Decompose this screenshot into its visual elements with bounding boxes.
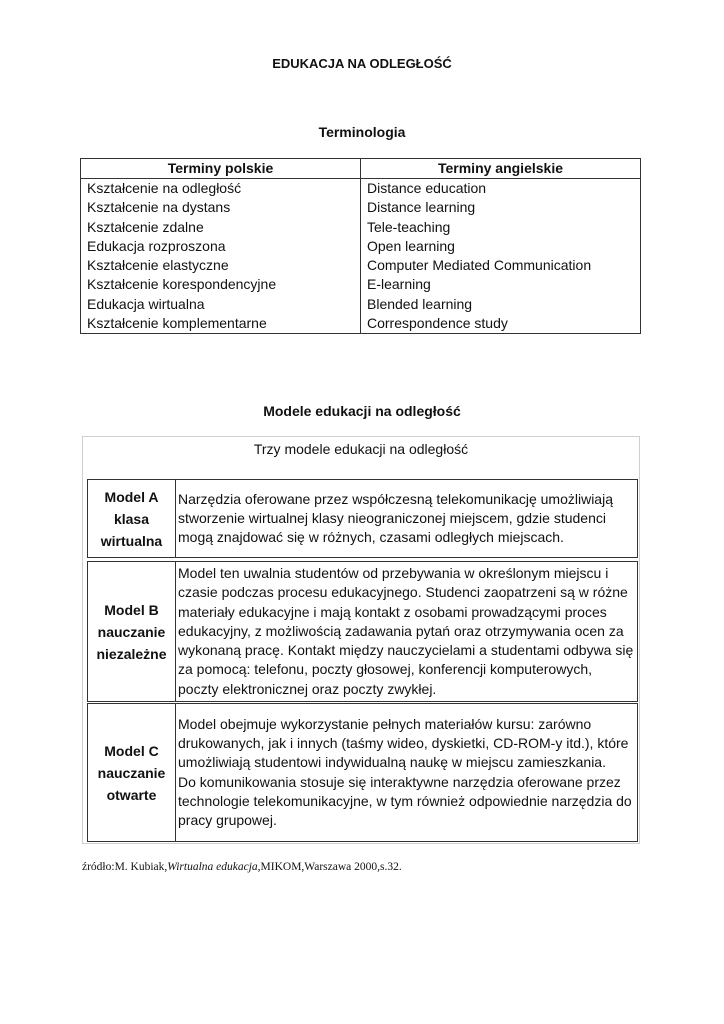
english-term: Distance learning xyxy=(361,198,641,217)
polish-term: Edukacja wirtualna xyxy=(81,295,361,314)
model-label-line: Model C xyxy=(104,742,159,759)
section-heading-models: Modele edukacji na odległość xyxy=(263,403,461,419)
column-header-english: Terminy angielskie xyxy=(361,159,641,179)
model-label-line: klasa xyxy=(113,510,150,527)
table-row xyxy=(81,198,641,217)
polish-term: Kształcenie korespondencyjne xyxy=(81,275,361,294)
model-description-text: Do komunikowania stosuje się interaktywne narzędzia oferowane przez technologie telekomunikacyjne, w tym również odpowiednie narzędzia do pracy grupowej. xyxy=(178,773,632,828)
english-term: Correspondence study xyxy=(361,314,641,334)
model-a-label xyxy=(87,479,176,558)
source-suffix: ,MIKOM,Warszawa 2000,s.32. xyxy=(257,861,402,873)
english-term: Open learning xyxy=(361,237,641,256)
terminology-table xyxy=(80,158,641,334)
model-description-text: Model obejmuje wykorzystanie pełnych materiałów kursu: zarówno drukowanych, jak i innych (taśmy wideo, dyskietki, CD-ROM-y itd.), które umożliwiają studentowi indywidualną naukę w miejscu zamieszkania. xyxy=(178,715,629,771)
models-table xyxy=(82,436,640,844)
polish-term: Kształcenie na odległość xyxy=(81,179,361,199)
polish-term: Kształcenie zdalne xyxy=(81,218,361,237)
model-description-text: Model ten uwalnia studentów od przebywania w określonym miejscu i czasie podczas procesu edukacyjnego. Studenci zaopatrzeni są w różne materiały edukacyjne i mają kontakt z osobami prowadzącymi proces edukacyjny, z możliwością zadawania pytań oraz otrzymywania ocen za wykonaną pracę. Kontakt między nauczycielami a studentami odbywa się za pomocą: telefonu, poczty głosowej, konferencji komputerowych, poczty elektronicznej oraz poczty zwykłej. xyxy=(178,565,634,697)
table-row xyxy=(81,275,641,294)
polish-term: Kształcenie na dystans xyxy=(81,198,361,217)
table-row xyxy=(81,218,641,237)
table-row xyxy=(81,295,641,314)
model-label-line: nauczanie xyxy=(97,623,166,640)
source-citation xyxy=(82,861,402,873)
models-table-caption: Trzy modele edukacji na odległość xyxy=(253,441,469,457)
model-label-line: wirtualna xyxy=(100,532,163,549)
english-term: Tele-teaching xyxy=(361,218,641,237)
document-title: EDUKACJA NA ODLEGŁOŚĆ xyxy=(272,56,452,71)
model-b-label xyxy=(87,561,176,702)
model-a-description xyxy=(176,479,638,558)
model-label-line: Model B xyxy=(104,601,159,618)
source-prefix: źródło:M. Kubiak, xyxy=(82,861,168,873)
table-row xyxy=(81,256,641,275)
english-term: E-learning xyxy=(361,275,641,294)
model-b-description xyxy=(176,561,638,702)
english-term: Distance education xyxy=(361,179,641,199)
table-row xyxy=(81,314,641,334)
polish-term: Kształcenie elastyczne xyxy=(81,256,361,275)
polish-term: Edukacja rozproszona xyxy=(81,237,361,256)
model-label-line: Model A xyxy=(104,488,159,505)
source-book-title: Wirtualna edukacja xyxy=(167,861,258,873)
model-label-line: nauczanie xyxy=(97,764,166,781)
model-label-line: niezależne xyxy=(96,645,167,662)
model-label-line: otwarte xyxy=(106,786,157,803)
polish-term: Kształcenie komplementarne xyxy=(81,314,361,334)
table-header-row xyxy=(81,159,641,179)
english-term: Computer Mediated Communication xyxy=(361,256,641,275)
section-heading-terminologia: Terminologia xyxy=(318,124,406,140)
table-row xyxy=(81,179,641,199)
column-header-polish: Terminy polskie xyxy=(81,159,361,179)
model-description-text: Narzędzia oferowane przez współczesną telekomunikację umożliwiają stworzenie wirtualnej klasy nieograniczonej miejscem, gdzie studenci mogą znajdować się w różnych, czasami odległych miejscach. xyxy=(178,490,613,546)
table-row xyxy=(81,237,641,256)
model-c-label xyxy=(87,703,176,842)
english-term: Blended learning xyxy=(361,295,641,314)
model-c-description xyxy=(176,703,638,842)
